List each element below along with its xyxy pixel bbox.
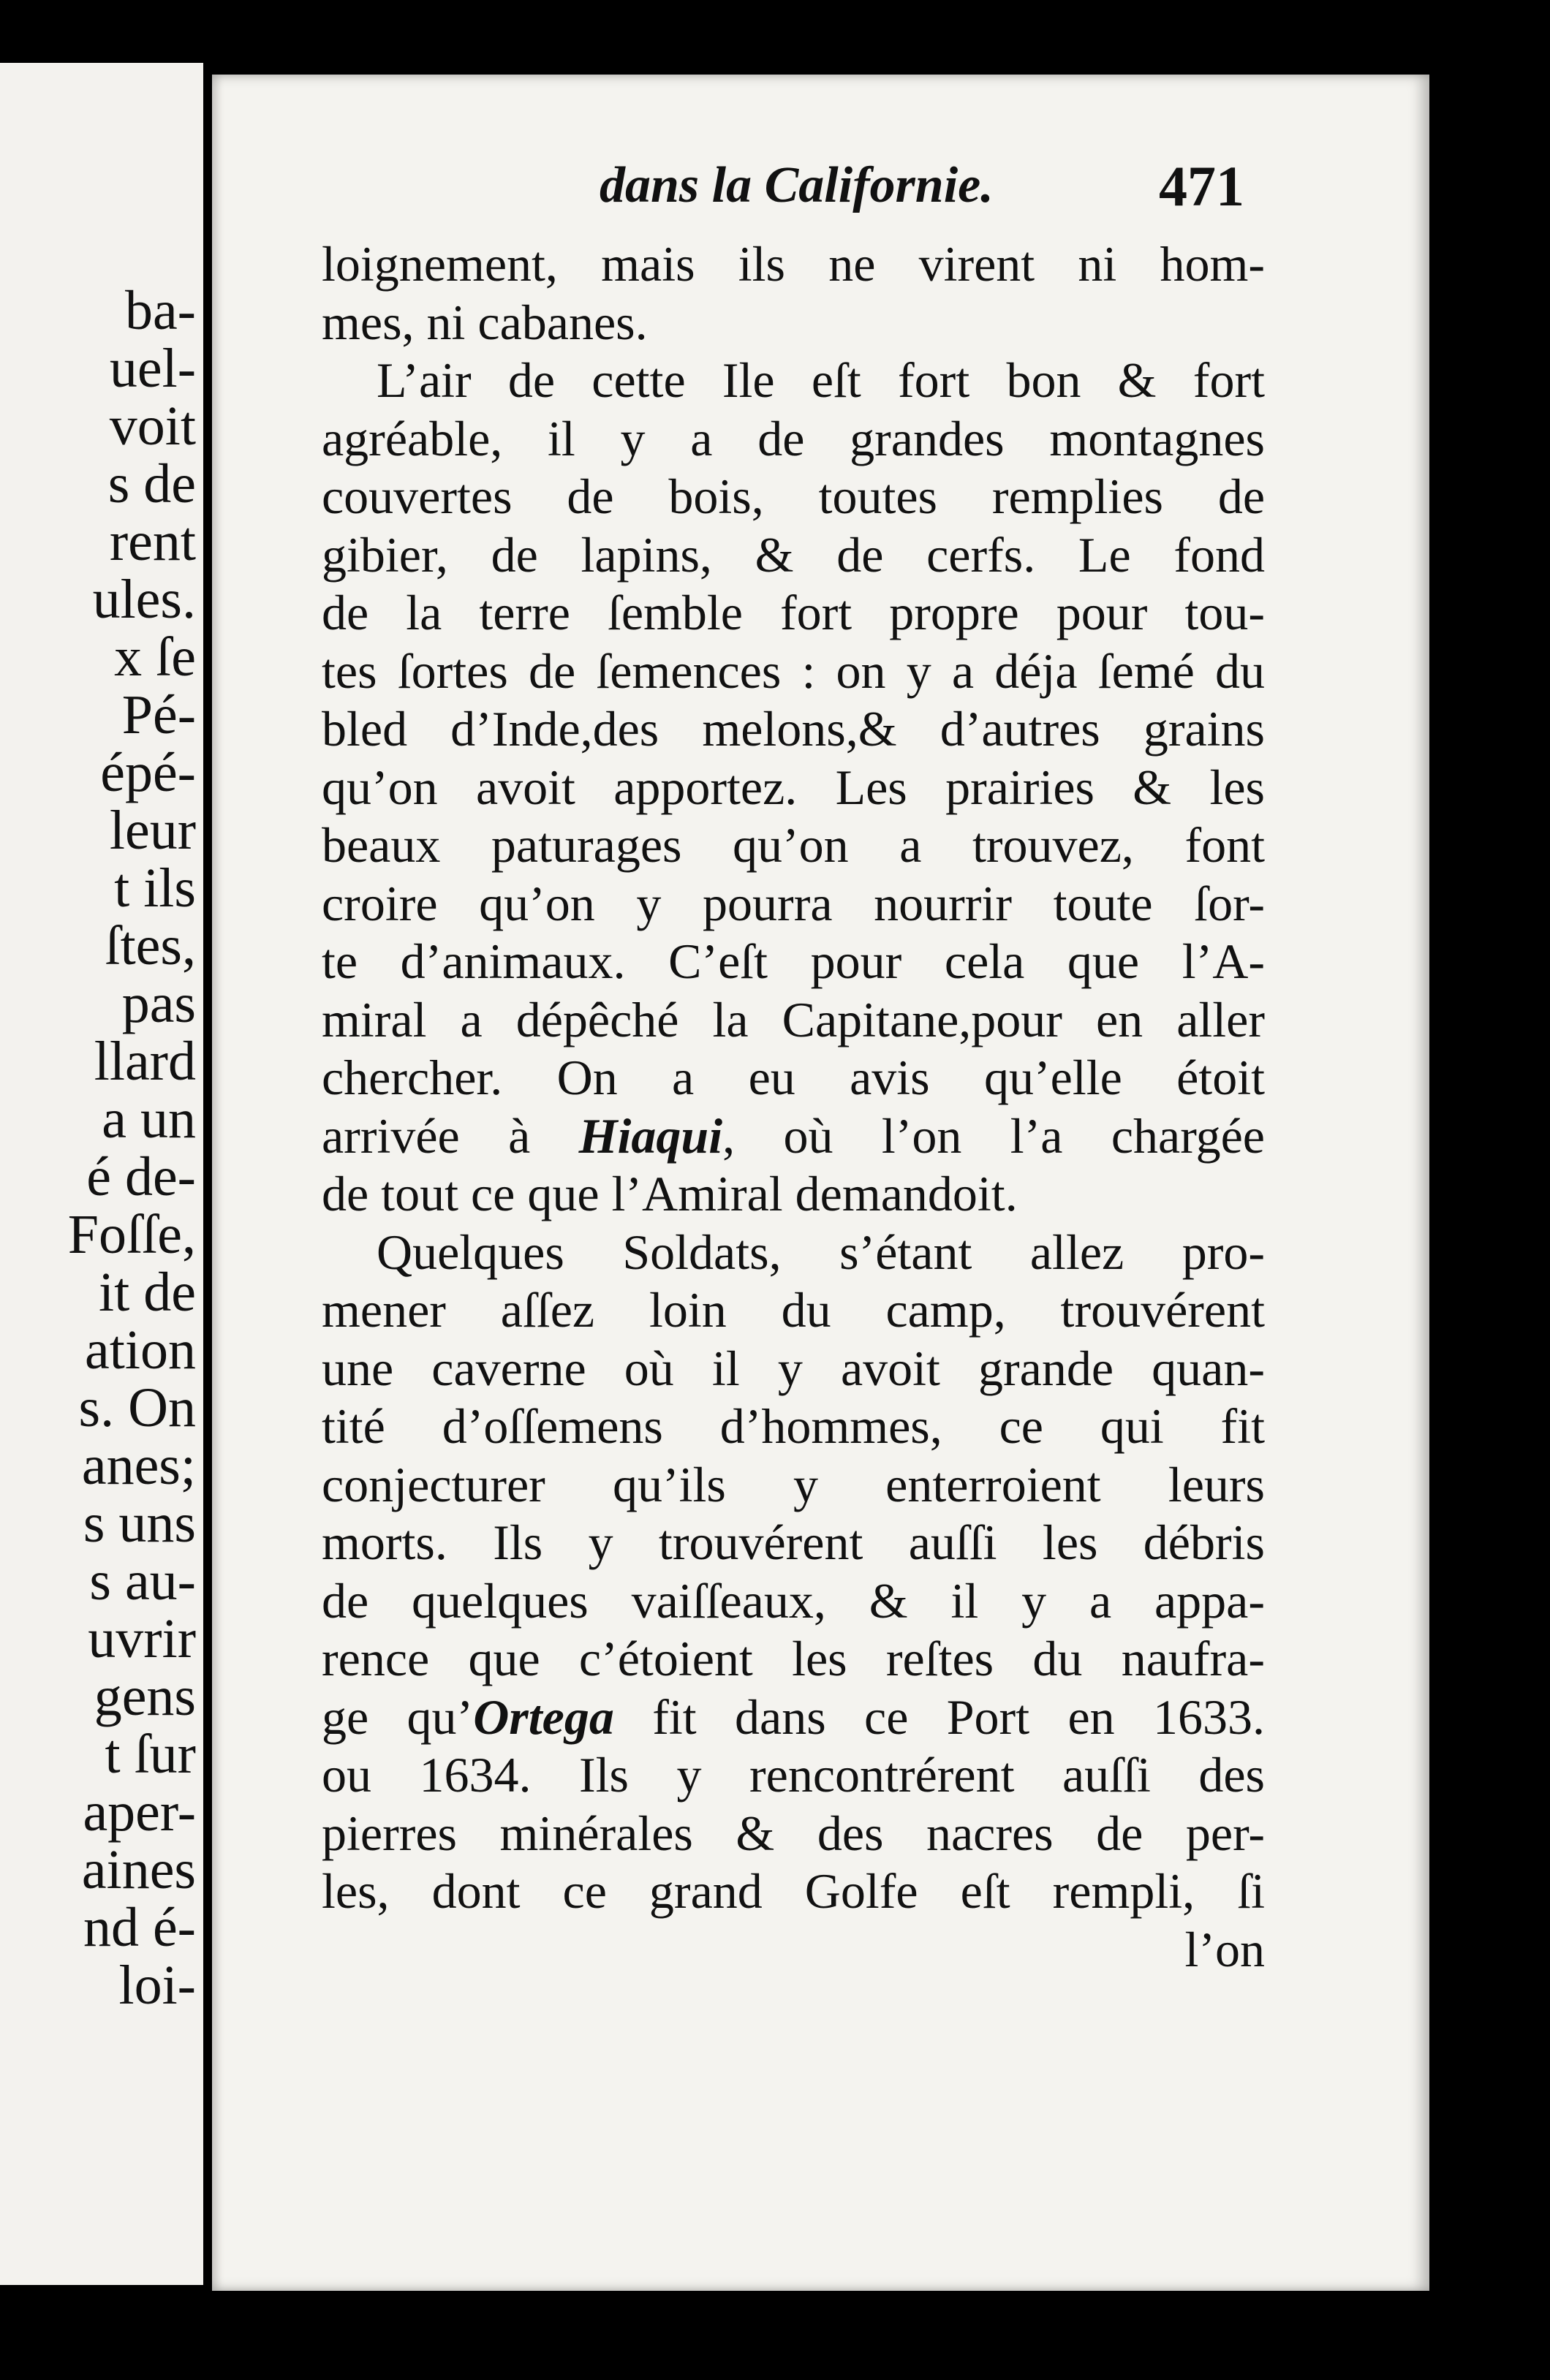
text-line-segment: , où l’on l’a chargée (722, 1107, 1265, 1164)
previous-page-line: gens (94, 1666, 196, 1727)
text-line (322, 1165, 1265, 1224)
text-line-segment: Quelques Soldats, s’étant allez pro- (377, 1224, 1265, 1280)
text-line (322, 1049, 1265, 1107)
text-line (322, 1805, 1265, 1863)
book-page (212, 75, 1429, 2291)
previous-page-line: loi- (118, 1955, 196, 2016)
text-line (322, 1107, 1265, 1166)
text-line (322, 1862, 1265, 1921)
text-line (322, 1398, 1265, 1456)
text-line-segment: une caverne où il y avoit grande quan- (322, 1340, 1265, 1396)
text-line-segment: croire qu’on y pourra nourrir toute ſor- (322, 875, 1265, 931)
text-line-segment: mes, ni cabanes. (322, 294, 648, 350)
text-line (322, 816, 1265, 875)
text-line (322, 526, 1265, 585)
text-line (322, 410, 1265, 469)
previous-page-edge (0, 63, 203, 2285)
text-line (322, 933, 1265, 991)
previous-page-line: épé- (100, 742, 196, 803)
text-line-segment: fit dans ce Port en 1633. (613, 1689, 1266, 1745)
text-line-segment: mener aſſez loin du camp, trouvérent (322, 1282, 1265, 1338)
text-line (322, 468, 1265, 526)
text-line-segment: gibier, de lapins, & de cerfs. Le fond (322, 526, 1265, 583)
previous-page-line: aines (81, 1839, 196, 1900)
previous-page-line: s. On (78, 1377, 196, 1439)
text-line (322, 1630, 1265, 1689)
text-line-segment: pierres minérales & des nacres de per- (322, 1805, 1265, 1861)
text-line (322, 875, 1265, 933)
text-line (322, 1456, 1265, 1515)
previous-page-line: Pé- (121, 684, 196, 746)
body-text (322, 235, 1265, 1979)
previous-page-line: Foſſe, (67, 1204, 196, 1265)
text-line (322, 1689, 1265, 1747)
previous-page-line: uel- (109, 338, 196, 399)
previous-page-line: x ſe (114, 626, 196, 688)
previous-page-line: it de (99, 1262, 196, 1323)
text-line (322, 991, 1265, 1050)
text-line (322, 1224, 1265, 1282)
text-line (322, 1572, 1265, 1631)
previous-page-line: voit (109, 395, 196, 457)
previous-page-line: ules. (92, 569, 196, 630)
previous-page-line: pas (121, 973, 196, 1034)
text-line-segment: ou 1634. Ils y rencontrérent auſſi des (322, 1747, 1265, 1803)
text-line (322, 643, 1265, 701)
text-line-segment: tes ſortes de ſemences : on y a déja ſemé du (322, 643, 1265, 699)
previous-page-line: leur (109, 800, 196, 861)
text-line-segment: bled d’Inde,des melons,& d’autres grains (322, 701, 1265, 757)
text-line-segment: chercher. On a eu avis qu’elle étoit (322, 1050, 1265, 1105)
text-line-segment: de quelques vaiſſeaux, & il y a appa- (322, 1572, 1265, 1629)
text-line-segment: les, dont ce grand Golfe eſt rempli, ſi (322, 1863, 1265, 1919)
previous-page-line: é de- (86, 1146, 196, 1208)
italic-place-name: Ortega (473, 1689, 614, 1745)
text-line-segment: te d’animaux. C’eſt pour cela que l’A- (322, 933, 1265, 989)
text-line (322, 235, 1265, 294)
previous-page-line: s de (107, 453, 196, 515)
text-line-segment: tité d’oſſemens d’hommes, ce qui fit (322, 1398, 1265, 1454)
previous-page-line: ation (85, 1319, 196, 1381)
text-line (322, 700, 1265, 759)
text-line-segment: conjecturer qu’ils y enterroient leurs (322, 1456, 1265, 1512)
text-line-segment: agréable, il y a de grandes montagnes (322, 410, 1265, 466)
running-title: dans la Californie. (600, 157, 994, 213)
text-line (322, 1514, 1265, 1572)
previous-page-line: t ſur (105, 1724, 196, 1785)
previous-page-line: rent (109, 511, 196, 572)
previous-page-line: llard (94, 1031, 196, 1092)
text-line-segment: beaux paturages qu’on a trouvez, font (322, 817, 1265, 873)
previous-page-line: ba- (124, 280, 196, 341)
text-line-segment: rence que c’étoient les reſtes du naufra- (322, 1631, 1265, 1686)
previous-page-line: aper- (83, 1781, 196, 1843)
text-line-segment: arrivée à (322, 1107, 579, 1164)
text-line-segment: morts. Ils y trouvérent auſſi les débris (322, 1515, 1265, 1570)
text-line-segment: qu’on avoit apportez. Les prairies & les (322, 759, 1265, 815)
previous-page-line: ſtes, (105, 915, 196, 977)
text-line (322, 759, 1265, 817)
previous-page-line: a un (102, 1088, 196, 1150)
previous-page-line: anes; (81, 1435, 196, 1496)
text-line (322, 1746, 1265, 1805)
text-line-segment: l’on (1184, 1921, 1265, 1977)
text-line (322, 352, 1265, 410)
text-line-segment: de la terre ſemble fort propre pour tou- (322, 585, 1265, 640)
text-line (322, 1921, 1265, 1979)
text-line-segment: ge qu’ (322, 1689, 474, 1745)
text-line-segment: loignement, mais ils ne virent ni hom- (322, 236, 1265, 292)
text-line (322, 1340, 1265, 1398)
previous-page-line: s au- (89, 1550, 196, 1612)
text-line-segment: de tout ce que l’Amiral demandoit. (322, 1166, 1018, 1221)
page-number: 471 (1159, 154, 1244, 218)
text-line-segment: miral a dépêché la Capitane,pour en aller (322, 991, 1265, 1047)
text-line (322, 584, 1265, 643)
previous-page-line: s uns (83, 1493, 196, 1554)
previous-page-line: nd é- (83, 1897, 196, 1958)
text-line-segment: couvertes de bois, toutes remplies de (322, 469, 1265, 524)
italic-place-name: Hiaqui (578, 1107, 723, 1164)
previous-page-line-endings (68, 282, 196, 2015)
previous-page-line: uvrir (88, 1608, 196, 1670)
text-line (322, 1281, 1265, 1340)
text-line-segment: L’air de cette Ile eſt fort bon & fort (377, 352, 1265, 408)
text-line (322, 294, 1265, 352)
previous-page-line: t ils (114, 857, 196, 919)
